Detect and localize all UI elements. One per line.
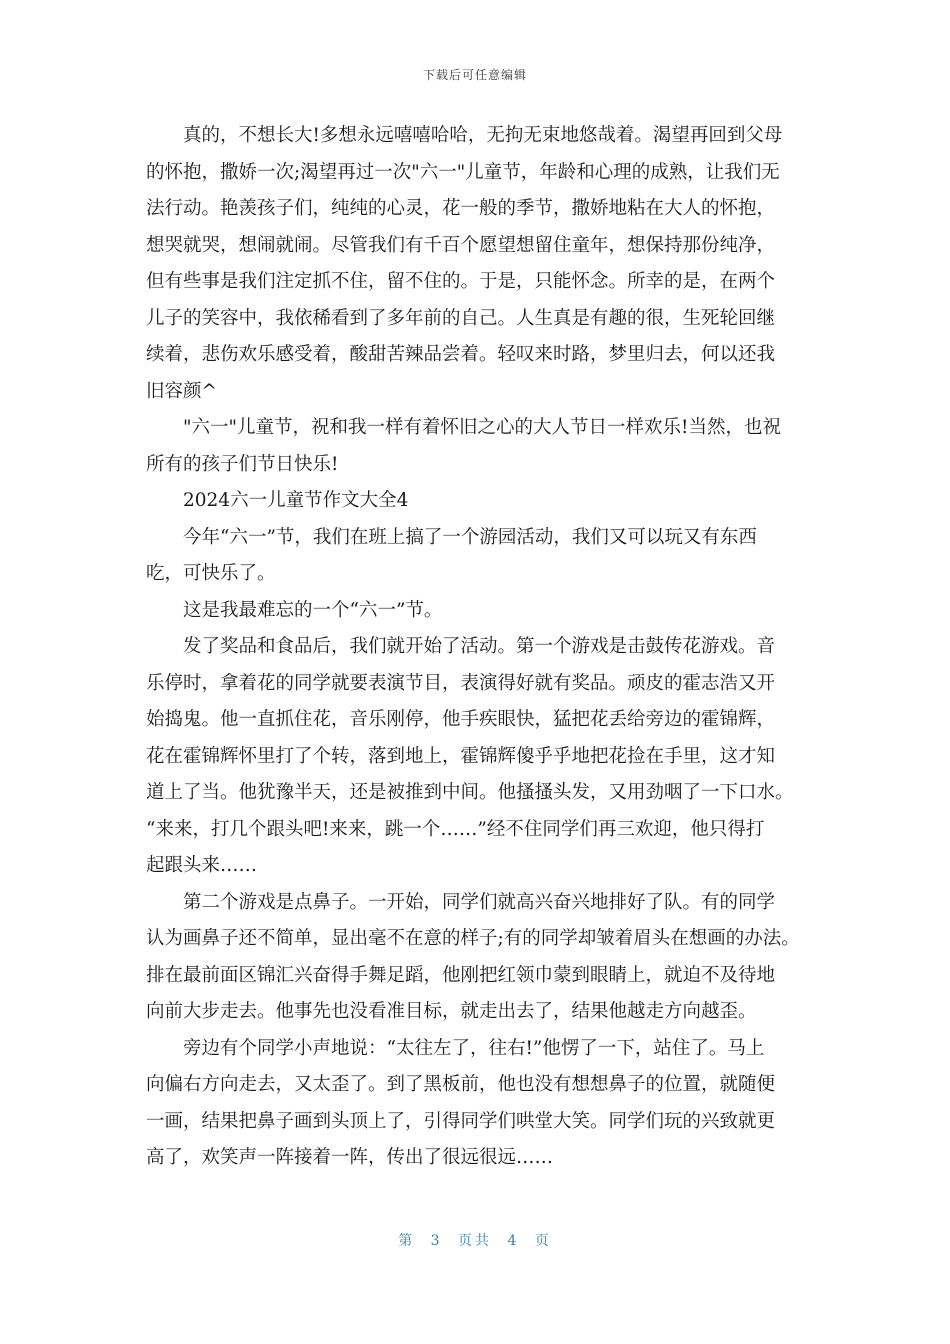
text-line: 真的，不想长大!多想永远嘻嘻哈哈，无拘无束地悠哉着。渴望再回到父母: [183, 125, 783, 146]
text-line: 向偏右方向走去，又太歪了。到了黑板前，他也没有想想鼻子的位置，就随便: [146, 1074, 776, 1095]
text-line: 续着，悲伤欢乐感受着，酸甜苦辣品尝着。轻叹来时路，梦里归去，何以还我: [146, 344, 776, 365]
text-line: 吃，可快乐了。: [146, 563, 276, 584]
text-line: 排在最前面区锦汇兴奋得手舞足蹈，他刚把红领巾蒙到眼睛上，就迫不及待地: [146, 964, 776, 986]
text-line: 向前大步走去。他事先也没看准目标，就走出去了，结果他越走方向越歪。: [146, 1001, 757, 1022]
text-line: 今年“六一”节，我们在班上搞了一个游园活动，我们又可以玩又有东西: [183, 526, 757, 548]
text-line: 一画，结果把鼻子画到头顶上了，引得同学们哄堂大笑。同学们玩的兴致就更: [146, 1110, 776, 1132]
page-number-footer: 第 3 页共 4 页: [398, 1233, 552, 1249]
document-body: [146, 118, 806, 1177]
text-line: 旧容颜^: [146, 380, 218, 402]
text-line: 第二个游戏是点鼻子。一开始，同学们就高兴奋兴地排好了队。有的同学: [183, 891, 776, 913]
text-line: 想哭就哭，想闹就闹。尽管我们有千百个愿望想留住童年，想保持那份纯净，: [146, 234, 776, 256]
text-line: 乐停时，拿着花的同学就要表演节目，表演得好就有奖品。顽皮的霍志浩又开: [146, 672, 776, 694]
text-line: 道上了当。他犹豫半天，还是被推到中间。他搔搔头发，又用劲咽了一下口水。: [146, 782, 794, 803]
text-line: 高了，欢笑声一阵接着一阵，传出了很远很远……: [146, 1147, 554, 1168]
text-line: 但有些事是我们注定抓不住，留不住的。于是，只能怀念。所幸的是，在两个: [146, 271, 776, 292]
text-line: 的怀抱，撒娇一次;渴望再过一次"六一"儿童节，年龄和心理的成熟，让我们无: [146, 161, 780, 183]
text-line: 发了奖品和食品后，我们就开始了活动。第一个游戏是击鼓传花游戏。音: [183, 636, 776, 657]
text-line: 花在霍锦辉怀里打了个转，落到地上，霍锦辉傻乎乎地把花捡在手里，这才知: [146, 745, 776, 767]
text-line: 所有的孩子们节日快乐!: [146, 453, 339, 475]
text-line: 法行动。艳羡孩子们，纯纯的心灵，花一般的季节，撒娇地粘在大人的怀抱，: [146, 198, 776, 219]
text-line: 始捣鬼。他一直抓住花，音乐刚停，他手疾眼快，猛把花丢给旁边的霍锦辉，: [146, 709, 776, 730]
text-line: 起跟头来……: [146, 855, 258, 876]
text-line: 儿子的笑容中，我依稀看到了多年前的自己。人生真是有趣的很，生死轮回继: [146, 307, 776, 329]
text-line: 认为画鼻子还不简单，显出毫不在意的样子;有的同学却皱着眉头在想画的办法。: [146, 928, 800, 949]
text-line: 这是我最难忘的一个“六一”节。: [183, 599, 443, 621]
text-line: “来来，打几个跟头吧!来来，跳一个……”经不住同学们再三欢迎，他只得打: [146, 818, 765, 840]
page-header-note: 下载后可任意编辑: [422, 68, 527, 82]
text-line: "六一"儿童节，祝和我一样有着怀旧之心的大人节日一样欢乐!当然，也祝: [183, 417, 781, 438]
text-line: 2024六一儿童节作文大全4: [183, 490, 409, 511]
text-line: 旁边有个同学小声地说：“太往左了，往右!”他愣了一下，站住了。马上: [183, 1037, 765, 1059]
